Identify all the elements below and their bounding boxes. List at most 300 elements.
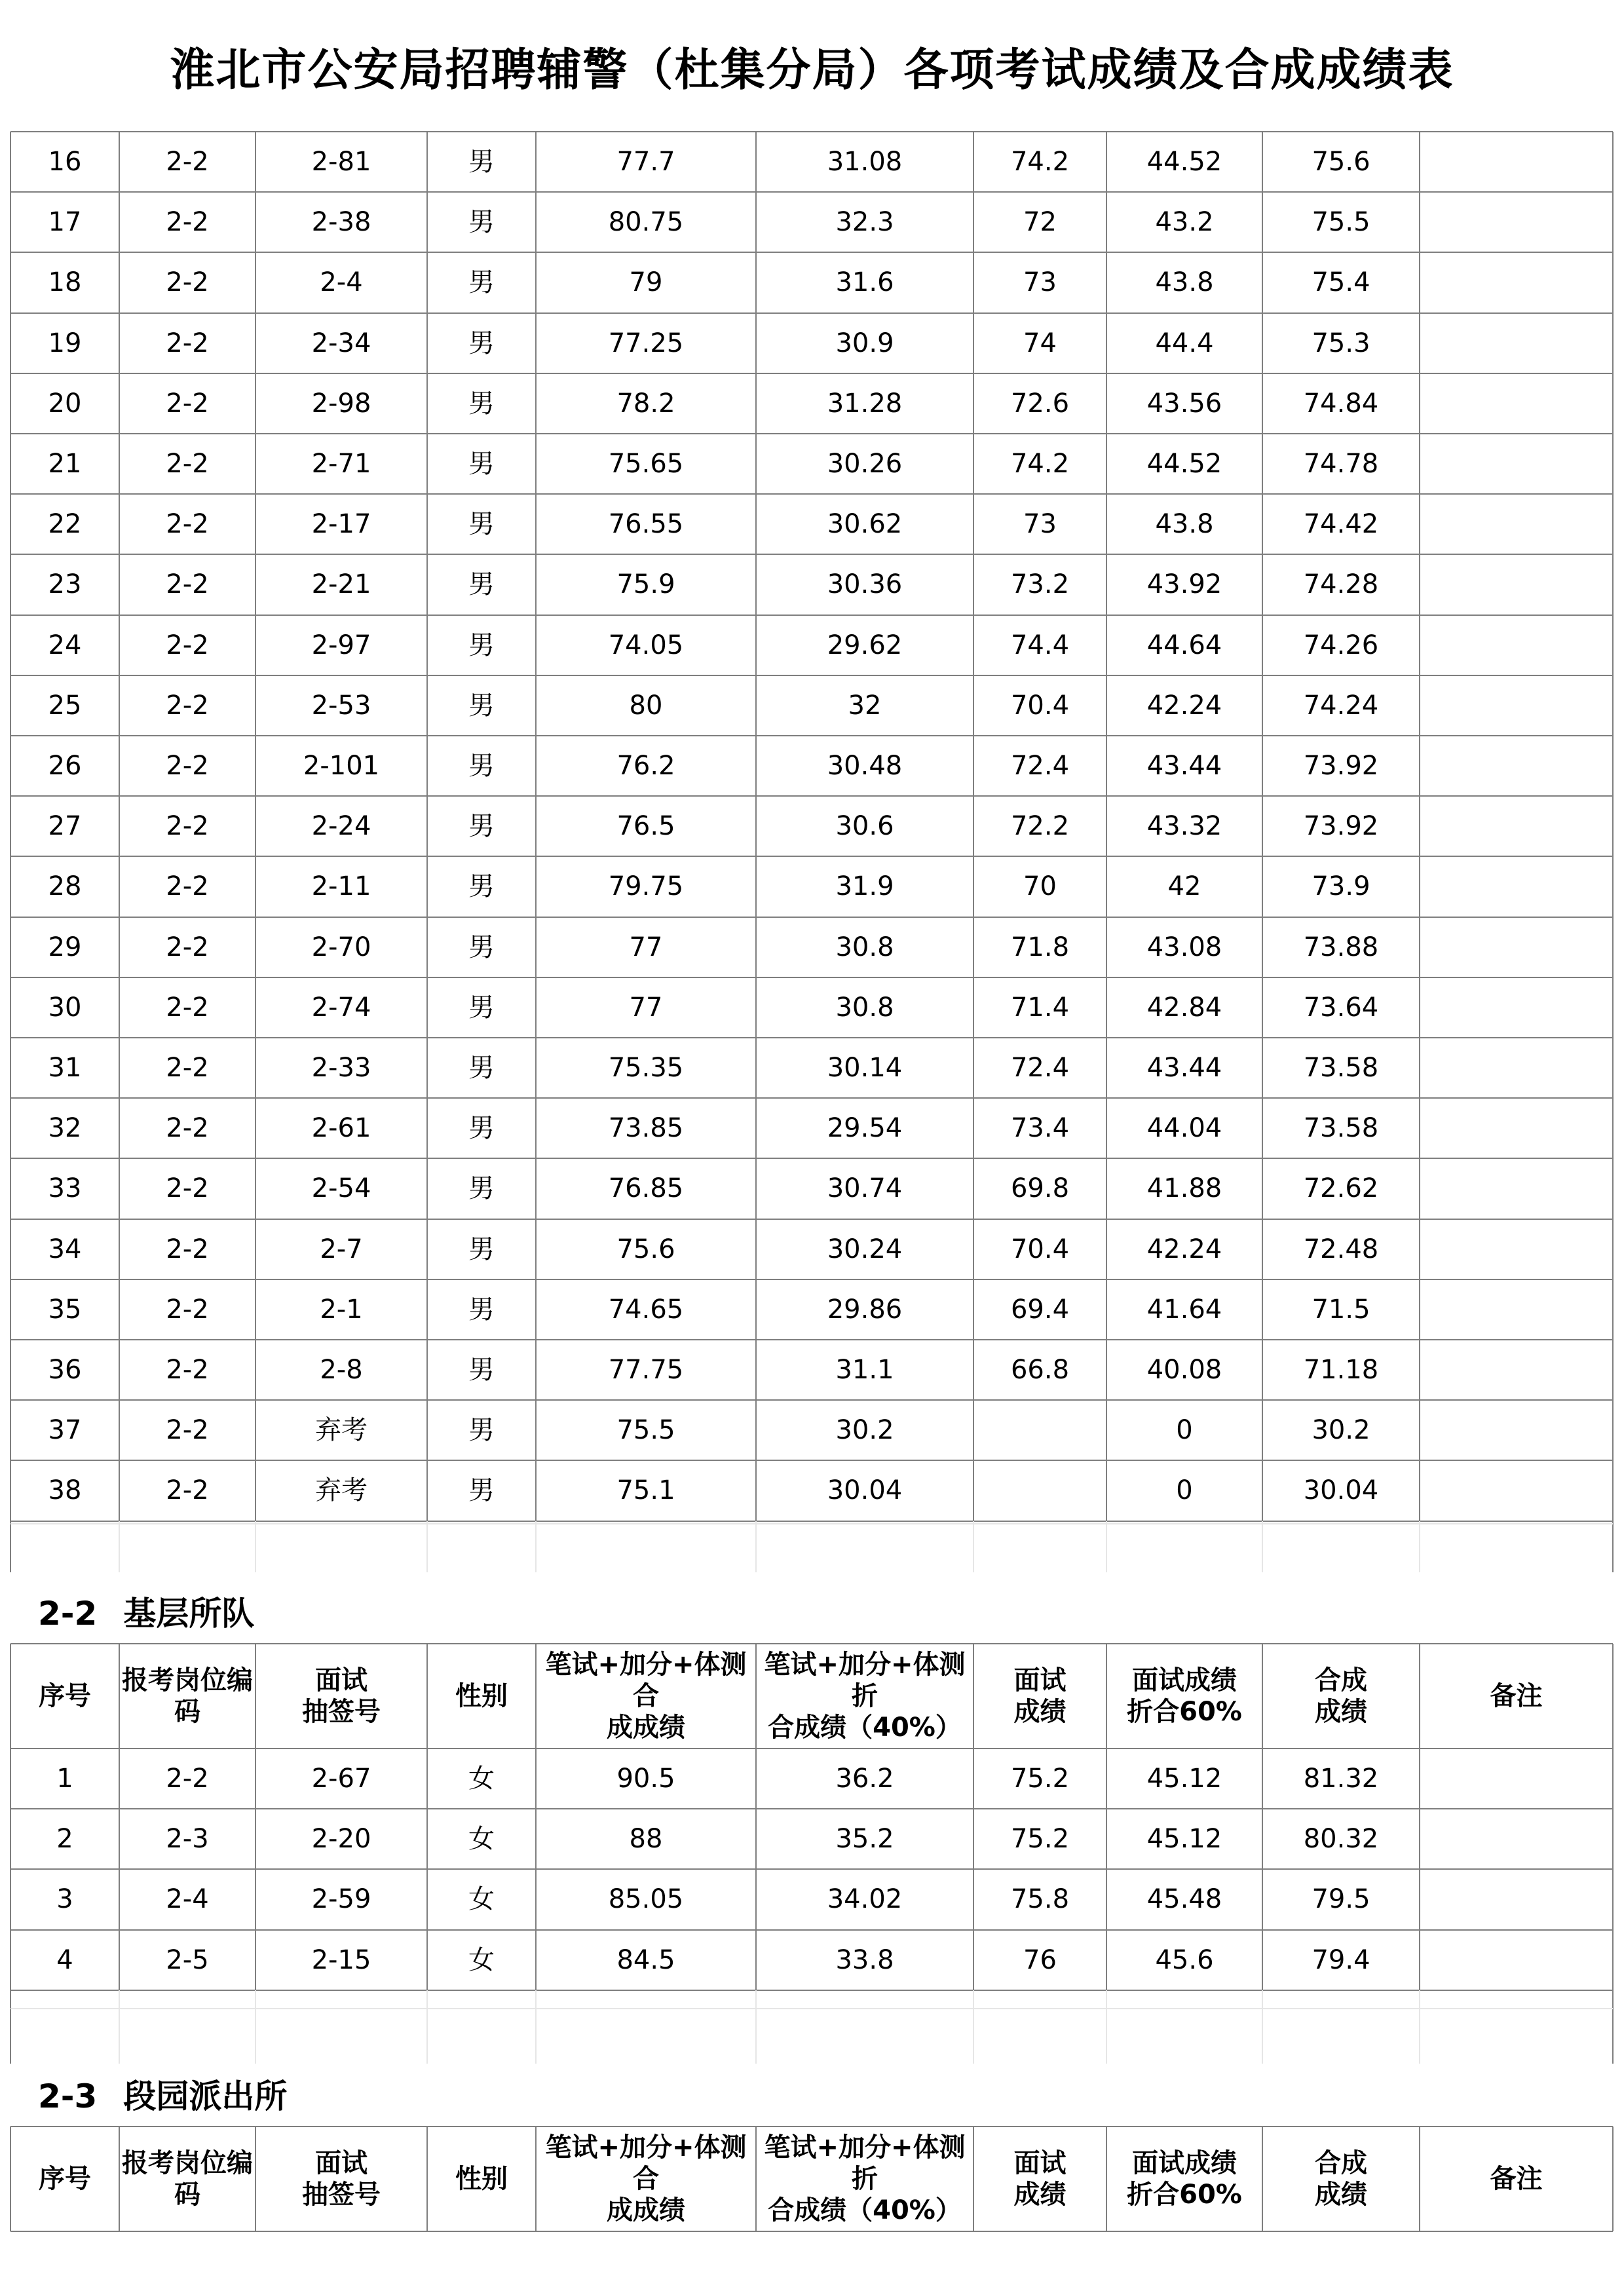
table-row-gender: 男 [468, 871, 495, 902]
table-row-interview-score-60: 0 [1176, 1475, 1193, 1506]
table-row-interview-score: 74 [1023, 328, 1057, 358]
table-grid-line [10, 1279, 1613, 1280]
table-grid-line [426, 1990, 428, 2064]
table-row-remarks [1420, 192, 1613, 252]
table-row-seq: 30 [48, 992, 82, 1023]
table-row-gender: 男 [468, 207, 495, 238]
table-row-post-code: 2-2 [166, 871, 209, 902]
table-row-interview-score: 71.4 [1010, 992, 1070, 1023]
table-grid-line [10, 2126, 1613, 2127]
section-row-remarks [1420, 1869, 1613, 1929]
table-row-gender: 男 [468, 1173, 495, 1204]
table-grid-line [1106, 1644, 1107, 1990]
column-header-combined-score-40: 笔试+加分+体测折 合成绩（40%） [764, 1650, 966, 1743]
table-grid-line [1612, 1521, 1614, 1572]
table-row-draw-number: 2-34 [311, 328, 371, 358]
section-heading [38, 2077, 287, 2116]
table-row-remarks [1420, 1400, 1613, 1460]
table-grid-line [1262, 1990, 1263, 2064]
section-row-combined-score: 84.5 [616, 1944, 675, 1975]
section-row-post-code: 2-4 [166, 1884, 209, 1915]
table-row-interview-score: 72 [1023, 207, 1057, 238]
table-grid-line [119, 132, 120, 1521]
table-row-combined-score-40: 30.36 [827, 569, 903, 600]
table-row-combined-score-40: 31.6 [835, 267, 894, 298]
column-header-remarks: 备注 [1490, 1681, 1543, 1711]
table-row-seq: 16 [48, 147, 82, 178]
table-row-final-score: 73.88 [1303, 932, 1379, 962]
table-row-remarks [1420, 132, 1613, 192]
table-row-final-score: 74.28 [1303, 569, 1379, 600]
section-row-seq: 1 [56, 1764, 73, 1794]
table-row-interview-score-60: 42 [1167, 871, 1201, 902]
table-row-gender: 男 [468, 1234, 495, 1264]
table-row-seq: 19 [48, 328, 82, 358]
table-row-combined-score: 75.35 [608, 1053, 684, 1084]
table-row-final-score: 73.64 [1303, 992, 1379, 1023]
table-row-gender: 男 [468, 147, 495, 178]
table-row-remarks [1420, 1460, 1613, 1521]
column-header-gender: 性别 [455, 1681, 508, 1711]
table-row-combined-score: 77 [629, 932, 663, 962]
table-row-combined-score-40: 31.1 [835, 1355, 894, 1386]
table-grid-line [1106, 132, 1107, 1521]
table-row-seq: 31 [48, 1053, 82, 1084]
section-row-interview-score: 76 [1023, 1944, 1057, 1975]
table-row-seq: 22 [48, 509, 82, 540]
table-grid-line [973, 1521, 974, 1572]
table-row-final-score: 73.9 [1312, 871, 1370, 902]
table-grid-line [535, 132, 537, 1521]
table-row-gender: 男 [468, 932, 495, 962]
table-row-seq: 24 [48, 630, 82, 660]
table-row-interview-score-60: 44.52 [1146, 147, 1222, 178]
column-header-post-code: 报考岗位编 码 [122, 1665, 253, 1727]
table-row-remarks [1420, 856, 1613, 917]
table-row-remarks [1420, 736, 1613, 796]
table-row-draw-number: 2-7 [320, 1234, 363, 1264]
table-row-interview-score-60: 42.24 [1146, 690, 1222, 721]
table-row-interview-score: 70 [1023, 871, 1057, 902]
table-row-combined-score-40: 30.74 [827, 1173, 903, 1204]
table-row-combined-score-40: 31.9 [835, 871, 894, 902]
table-grid-line [535, 1644, 537, 1990]
table-row-post-code: 2-2 [166, 207, 209, 238]
table-row-interview-score-60: 0 [1176, 1415, 1193, 1446]
table-row-post-code: 2-2 [166, 328, 209, 358]
table-row-final-score: 74.42 [1303, 509, 1379, 540]
table-row-final-score: 75.6 [1312, 147, 1370, 178]
section-row-post-code: 2-2 [166, 1764, 209, 1794]
table-row-interview-score-60: 43.56 [1146, 388, 1222, 419]
table-row-draw-number: 2-54 [311, 1173, 371, 1204]
table-grid-line [755, 1644, 757, 1990]
table-grid-line [10, 1868, 1613, 1870]
table-row-draw-number: 2-71 [311, 449, 371, 480]
table-row-combined-score: 75.6 [616, 1234, 675, 1264]
table-row-draw-number: 2-21 [311, 569, 371, 600]
column-header-interview-score: 面试 成绩 [1013, 2148, 1067, 2210]
section-row-post-code: 2-3 [166, 1824, 209, 1855]
table-row-post-code: 2-2 [166, 509, 209, 540]
table-row-post-code: 2-2 [166, 1113, 209, 1144]
table-row-post-code: 2-2 [166, 449, 209, 480]
section-row-interview-score: 75.8 [1010, 1884, 1070, 1915]
column-header-interview-score-60: 面试成绩 折合60% [1127, 1665, 1242, 1727]
table-grid-line [10, 1097, 1613, 1099]
section-row-remarks [1420, 1809, 1613, 1869]
table-row-combined-score: 74.05 [608, 630, 684, 660]
table-row-post-code: 2-2 [166, 1475, 209, 1506]
section-name: 基层所队 [123, 1595, 255, 1633]
table-row-seq: 26 [48, 751, 82, 782]
table-row-final-score: 74.78 [1303, 449, 1379, 480]
table-row-combined-score-40: 30.24 [827, 1234, 903, 1264]
column-header-final-score: 合成 成绩 [1315, 2148, 1367, 2210]
table-row-draw-number: 2-24 [311, 811, 371, 842]
section-row-final-score: 79.5 [1312, 1884, 1370, 1915]
table-row-remarks [1420, 1219, 1613, 1279]
table-row-gender: 男 [468, 1475, 495, 1506]
table-grid-line [973, 1644, 974, 1990]
table-row-combined-score-40: 30.8 [835, 932, 894, 962]
section-row-seq: 4 [56, 1944, 73, 1975]
table-row-combined-score: 75.1 [616, 1475, 675, 1506]
column-header-draw-number: 面试 抽签号 [302, 2148, 381, 2210]
section-row-final-score: 81.32 [1303, 1764, 1379, 1794]
table-row-combined-score-40: 30.26 [827, 449, 903, 480]
table-row-combined-score: 75.65 [608, 449, 684, 480]
table-grid-line [255, 132, 256, 1521]
table-grid-line [255, 1644, 256, 1990]
table-row-interview-score: 72.6 [1010, 388, 1070, 419]
table-row-draw-number: 2-74 [311, 992, 371, 1023]
table-row-gender: 男 [468, 569, 495, 600]
column-header-seq: 序号 [39, 2164, 91, 2194]
table-row-interview-score [973, 1460, 1106, 1521]
table-row-post-code: 2-2 [166, 1173, 209, 1204]
section-row-final-score: 80.32 [1303, 1824, 1379, 1855]
table-row-combined-score: 80 [629, 690, 663, 721]
table-row-remarks [1420, 796, 1613, 856]
table-row-gender: 男 [468, 449, 495, 480]
table-row-interview-score-60: 43.08 [1146, 932, 1222, 962]
table-row-combined-score-40: 30.48 [827, 751, 903, 782]
table-grid-line [10, 1808, 1613, 1809]
table-grid-line [973, 1990, 974, 2064]
table-grid-line [1106, 1990, 1107, 2064]
table-row-interview-score: 70.4 [1010, 690, 1070, 721]
table-row-post-code: 2-2 [166, 1294, 209, 1325]
section-row-gender: 女 [468, 1764, 495, 1794]
table-row-interview-score: 73 [1023, 267, 1057, 298]
table-row-post-code: 2-2 [166, 569, 209, 600]
table-row-final-score: 75.3 [1312, 328, 1370, 358]
table-grid-line [1419, 1644, 1420, 1990]
table-grid-line [973, 2127, 974, 2231]
table-row-post-code: 2-2 [166, 630, 209, 660]
table-row-final-score: 72.48 [1303, 1234, 1379, 1264]
column-header-post-code: 报考岗位编 码 [122, 2148, 253, 2210]
table-row-seq: 32 [48, 1113, 82, 1144]
table-row-interview-score-60: 43.8 [1155, 509, 1214, 540]
column-header-combined-score: 笔试+加分+体测合 成成绩 [545, 1650, 747, 1743]
table-row-final-score: 71.18 [1303, 1355, 1379, 1386]
section-row-gender: 女 [468, 1824, 495, 1855]
table-row-seq: 35 [48, 1294, 82, 1325]
table-grid-line [10, 1521, 11, 1572]
table-row-draw-number: 2-98 [311, 388, 371, 419]
table-row-draw-number: 2-61 [311, 1113, 371, 1144]
column-header-final-score: 合成 成绩 [1315, 1665, 1367, 1727]
table-row-interview-score: 72.2 [1010, 811, 1070, 842]
table-row-combined-score-40: 29.62 [827, 630, 903, 660]
section-row-interview-score: 75.2 [1010, 1764, 1070, 1794]
table-grid-line [10, 1521, 1613, 1522]
table-row-final-score: 75.5 [1312, 207, 1370, 238]
table-row-remarks [1420, 252, 1613, 312]
table-grid-line [535, 2127, 537, 2231]
table-row-combined-score: 77.25 [608, 328, 684, 358]
table-grid-line [10, 191, 1613, 193]
table-row-interview-score: 73 [1023, 509, 1057, 540]
table-row-post-code: 2-2 [166, 1355, 209, 1386]
table-row-remarks [1420, 554, 1613, 615]
table-row-interview-score-60: 43.8 [1155, 267, 1214, 298]
table-row-final-score: 74.24 [1303, 690, 1379, 721]
table-row-combined-score-40: 30.04 [827, 1475, 903, 1506]
table-row-combined-score: 78.2 [616, 388, 675, 419]
table-row-draw-number: 2-8 [320, 1355, 363, 1386]
table-grid-line [535, 1990, 537, 2064]
table-row-final-score: 74.26 [1303, 630, 1379, 660]
section-row-gender: 女 [468, 1944, 495, 1975]
table-row-final-score: 73.92 [1303, 751, 1379, 782]
table-row-combined-score: 76.85 [608, 1173, 684, 1204]
table-row-draw-number: 2-38 [311, 207, 371, 238]
table-row-remarks [1420, 434, 1613, 494]
section-row-combined-score-40: 36.2 [835, 1764, 894, 1794]
table-row-seq: 36 [48, 1355, 82, 1386]
table-grid-line [119, 1990, 120, 2064]
table-grid-line [10, 373, 1613, 374]
table-grid-line [1419, 1990, 1420, 2064]
table-row-draw-number: 2-17 [311, 509, 371, 540]
table-row-post-code: 2-2 [166, 932, 209, 962]
table-grid-line [10, 132, 11, 1521]
table-row-combined-score-40: 29.54 [827, 1113, 903, 1144]
table-row-interview-score: 74.2 [1010, 449, 1070, 480]
table-row-gender: 男 [468, 1415, 495, 1446]
section-row-interview-score: 75.2 [1010, 1824, 1070, 1855]
table-row-seq: 37 [48, 1415, 82, 1446]
table-row-gender: 男 [468, 811, 495, 842]
section-row-draw-number: 2-15 [311, 1944, 371, 1975]
table-row-interview-score-60: 44.52 [1146, 449, 1222, 480]
section-row-combined-score: 88 [629, 1824, 663, 1855]
section-row-interview-score-60: 45.12 [1146, 1764, 1222, 1794]
table-row-remarks [1420, 373, 1613, 434]
table-grid-line [10, 1643, 1613, 1644]
section-row-interview-score-60: 45.12 [1146, 1824, 1222, 1855]
table-row-gender: 男 [468, 509, 495, 540]
table-row-draw-number: 2-11 [311, 871, 371, 902]
table-row-remarks [1420, 675, 1613, 736]
table-row-combined-score-40: 32.3 [835, 207, 894, 238]
table-grid-line [10, 1523, 1613, 1524]
table-row-remarks [1420, 313, 1613, 373]
table-row-interview-score: 73.2 [1010, 569, 1070, 600]
table-row-gender: 男 [468, 751, 495, 782]
section-row-seq: 2 [56, 1824, 73, 1855]
table-row-interview-score-60: 41.64 [1146, 1294, 1222, 1325]
table-row-gender: 男 [468, 388, 495, 419]
table-row-interview-score-60: 43.2 [1155, 207, 1214, 238]
table-row-gender: 男 [468, 328, 495, 358]
table-grid-line [1612, 132, 1614, 1521]
table-grid-line [1262, 2127, 1263, 2231]
table-row-draw-number: 2-101 [303, 751, 380, 782]
table-row-interview-score [973, 1400, 1106, 1460]
table-grid-line [10, 1748, 1613, 1749]
table-row-final-score: 75.4 [1312, 267, 1370, 298]
table-grid-line [255, 2127, 256, 2231]
table-row-combined-score-40: 31.08 [827, 147, 903, 178]
table-row-final-score: 73.58 [1303, 1053, 1379, 1084]
table-grid-line [10, 1158, 1613, 1159]
table-row-remarks [1420, 1158, 1613, 1219]
table-row-combined-score: 75.9 [616, 569, 675, 600]
table-grid-line [10, 1037, 1613, 1038]
section-row-combined-score-40: 34.02 [827, 1884, 903, 1915]
table-row-final-score: 73.58 [1303, 1113, 1379, 1144]
table-grid-line [1612, 1990, 1614, 2064]
table-row-combined-score-40: 30.14 [827, 1053, 903, 1084]
table-row-combined-score: 79.75 [608, 871, 684, 902]
table-row-combined-score: 75.5 [616, 1415, 675, 1446]
table-grid-line [1419, 1521, 1420, 1572]
table-row-interview-score-60: 40.08 [1146, 1355, 1222, 1386]
table-grid-line [10, 795, 1613, 797]
table-grid-line [755, 1521, 757, 1572]
column-header-seq: 序号 [39, 1681, 91, 1711]
table-row-seq: 18 [48, 267, 82, 298]
table-row-combined-score-40: 30.8 [835, 992, 894, 1023]
column-header-combined-score-40: 笔试+加分+体测折 合成绩（40%） [764, 2132, 966, 2225]
table-grid-line [10, 615, 1613, 616]
table-grid-line [10, 493, 1613, 495]
table-grid-line [10, 2008, 1613, 2009]
section-row-gender: 女 [468, 1884, 495, 1915]
table-row-combined-score-40: 29.86 [827, 1294, 903, 1325]
table-grid-line [10, 433, 1613, 434]
section-code: 2-3 [38, 2077, 98, 2115]
table-grid-line [1106, 2127, 1107, 2231]
table-grid-line [10, 2231, 1613, 2232]
section-row-post-code: 2-5 [166, 1944, 209, 1975]
table-row-gender: 男 [468, 1294, 495, 1325]
table-grid-line [255, 1990, 256, 2064]
column-header-gender: 性别 [455, 2164, 508, 2194]
table-row-interview-score: 66.8 [1010, 1355, 1070, 1386]
section-row-remarks [1420, 1930, 1613, 1990]
table-row-gender: 男 [468, 1113, 495, 1144]
table-row-remarks [1420, 494, 1613, 554]
table-row-post-code: 2-2 [166, 1234, 209, 1264]
table-row-interview-score: 73.4 [1010, 1113, 1070, 1144]
table-row-interview-score-60: 43.32 [1146, 811, 1222, 842]
table-row-post-code: 2-2 [166, 267, 209, 298]
table-row-seq: 21 [48, 449, 82, 480]
table-row-gender: 男 [468, 1053, 495, 1084]
page-title: 淮北市公安局招聘辅警（杜集分局）各项考试成绩及合成成绩表 [170, 45, 1454, 96]
table-row-seq: 34 [48, 1234, 82, 1264]
column-header-remarks: 备注 [1490, 2164, 1543, 2194]
table-grid-line [1419, 2127, 1420, 2231]
table-grid-line [10, 675, 1613, 676]
table-row-interview-score-60: 42.84 [1146, 992, 1222, 1023]
table-row-combined-score: 73.85 [608, 1113, 684, 1144]
table-row-seq: 17 [48, 207, 82, 238]
table-grid-line [426, 132, 428, 1521]
section-row-draw-number: 2-20 [311, 1824, 371, 1855]
table-grid-line [10, 917, 1613, 918]
table-row-post-code: 2-2 [166, 811, 209, 842]
table-row-combined-score: 77.75 [608, 1355, 684, 1386]
table-row-remarks [1420, 1340, 1613, 1400]
table-row-draw-number: 2-33 [311, 1053, 371, 1084]
table-row-draw-number: 2-4 [320, 267, 363, 298]
table-row-remarks [1420, 615, 1613, 675]
table-grid-line [10, 1460, 1613, 1461]
table-row-gender: 男 [468, 992, 495, 1023]
section-heading [38, 1594, 254, 1633]
table-row-post-code: 2-2 [166, 690, 209, 721]
table-grid-line [1612, 2127, 1614, 2231]
table-row-final-score: 73.92 [1303, 811, 1379, 842]
table-grid-line [535, 1521, 537, 1572]
table-grid-line [119, 2127, 120, 2231]
table-row-seq: 28 [48, 871, 82, 902]
table-grid-line [10, 1990, 1613, 1991]
table-grid-line [10, 977, 1613, 978]
table-row-final-score: 71.5 [1312, 1294, 1370, 1325]
table-row-combined-score-40: 32 [848, 690, 882, 721]
column-header-draw-number: 面试 抽签号 [302, 1665, 381, 1727]
table-grid-line [10, 554, 1613, 555]
table-row-post-code: 2-2 [166, 388, 209, 419]
section-row-remarks [1420, 1749, 1613, 1809]
section-name: 段园派出所 [123, 2077, 288, 2115]
table-grid-line [426, 1644, 428, 1990]
section-code: 2-2 [38, 1595, 98, 1633]
table-grid-line [10, 131, 1613, 132]
table-row-final-score: 72.62 [1303, 1173, 1379, 1204]
table-row-draw-number: 2-70 [311, 932, 371, 962]
column-header-interview-score-60: 面试成绩 折合60% [1127, 2148, 1242, 2210]
table-row-post-code: 2-2 [166, 1053, 209, 1084]
column-header-combined-score: 笔试+加分+体测合 成成绩 [545, 2132, 747, 2225]
table-row-combined-score: 76.2 [616, 751, 675, 782]
table-grid-line [1106, 1521, 1107, 1572]
table-grid-line [10, 1339, 1613, 1340]
table-row-combined-score-40: 31.28 [827, 388, 903, 419]
table-row-interview-score-60: 44.04 [1146, 1113, 1222, 1144]
table-row-post-code: 2-2 [166, 147, 209, 178]
table-row-draw-number: 弃考 [315, 1475, 368, 1506]
table-row-remarks [1420, 1098, 1613, 1158]
table-row-gender: 男 [468, 267, 495, 298]
